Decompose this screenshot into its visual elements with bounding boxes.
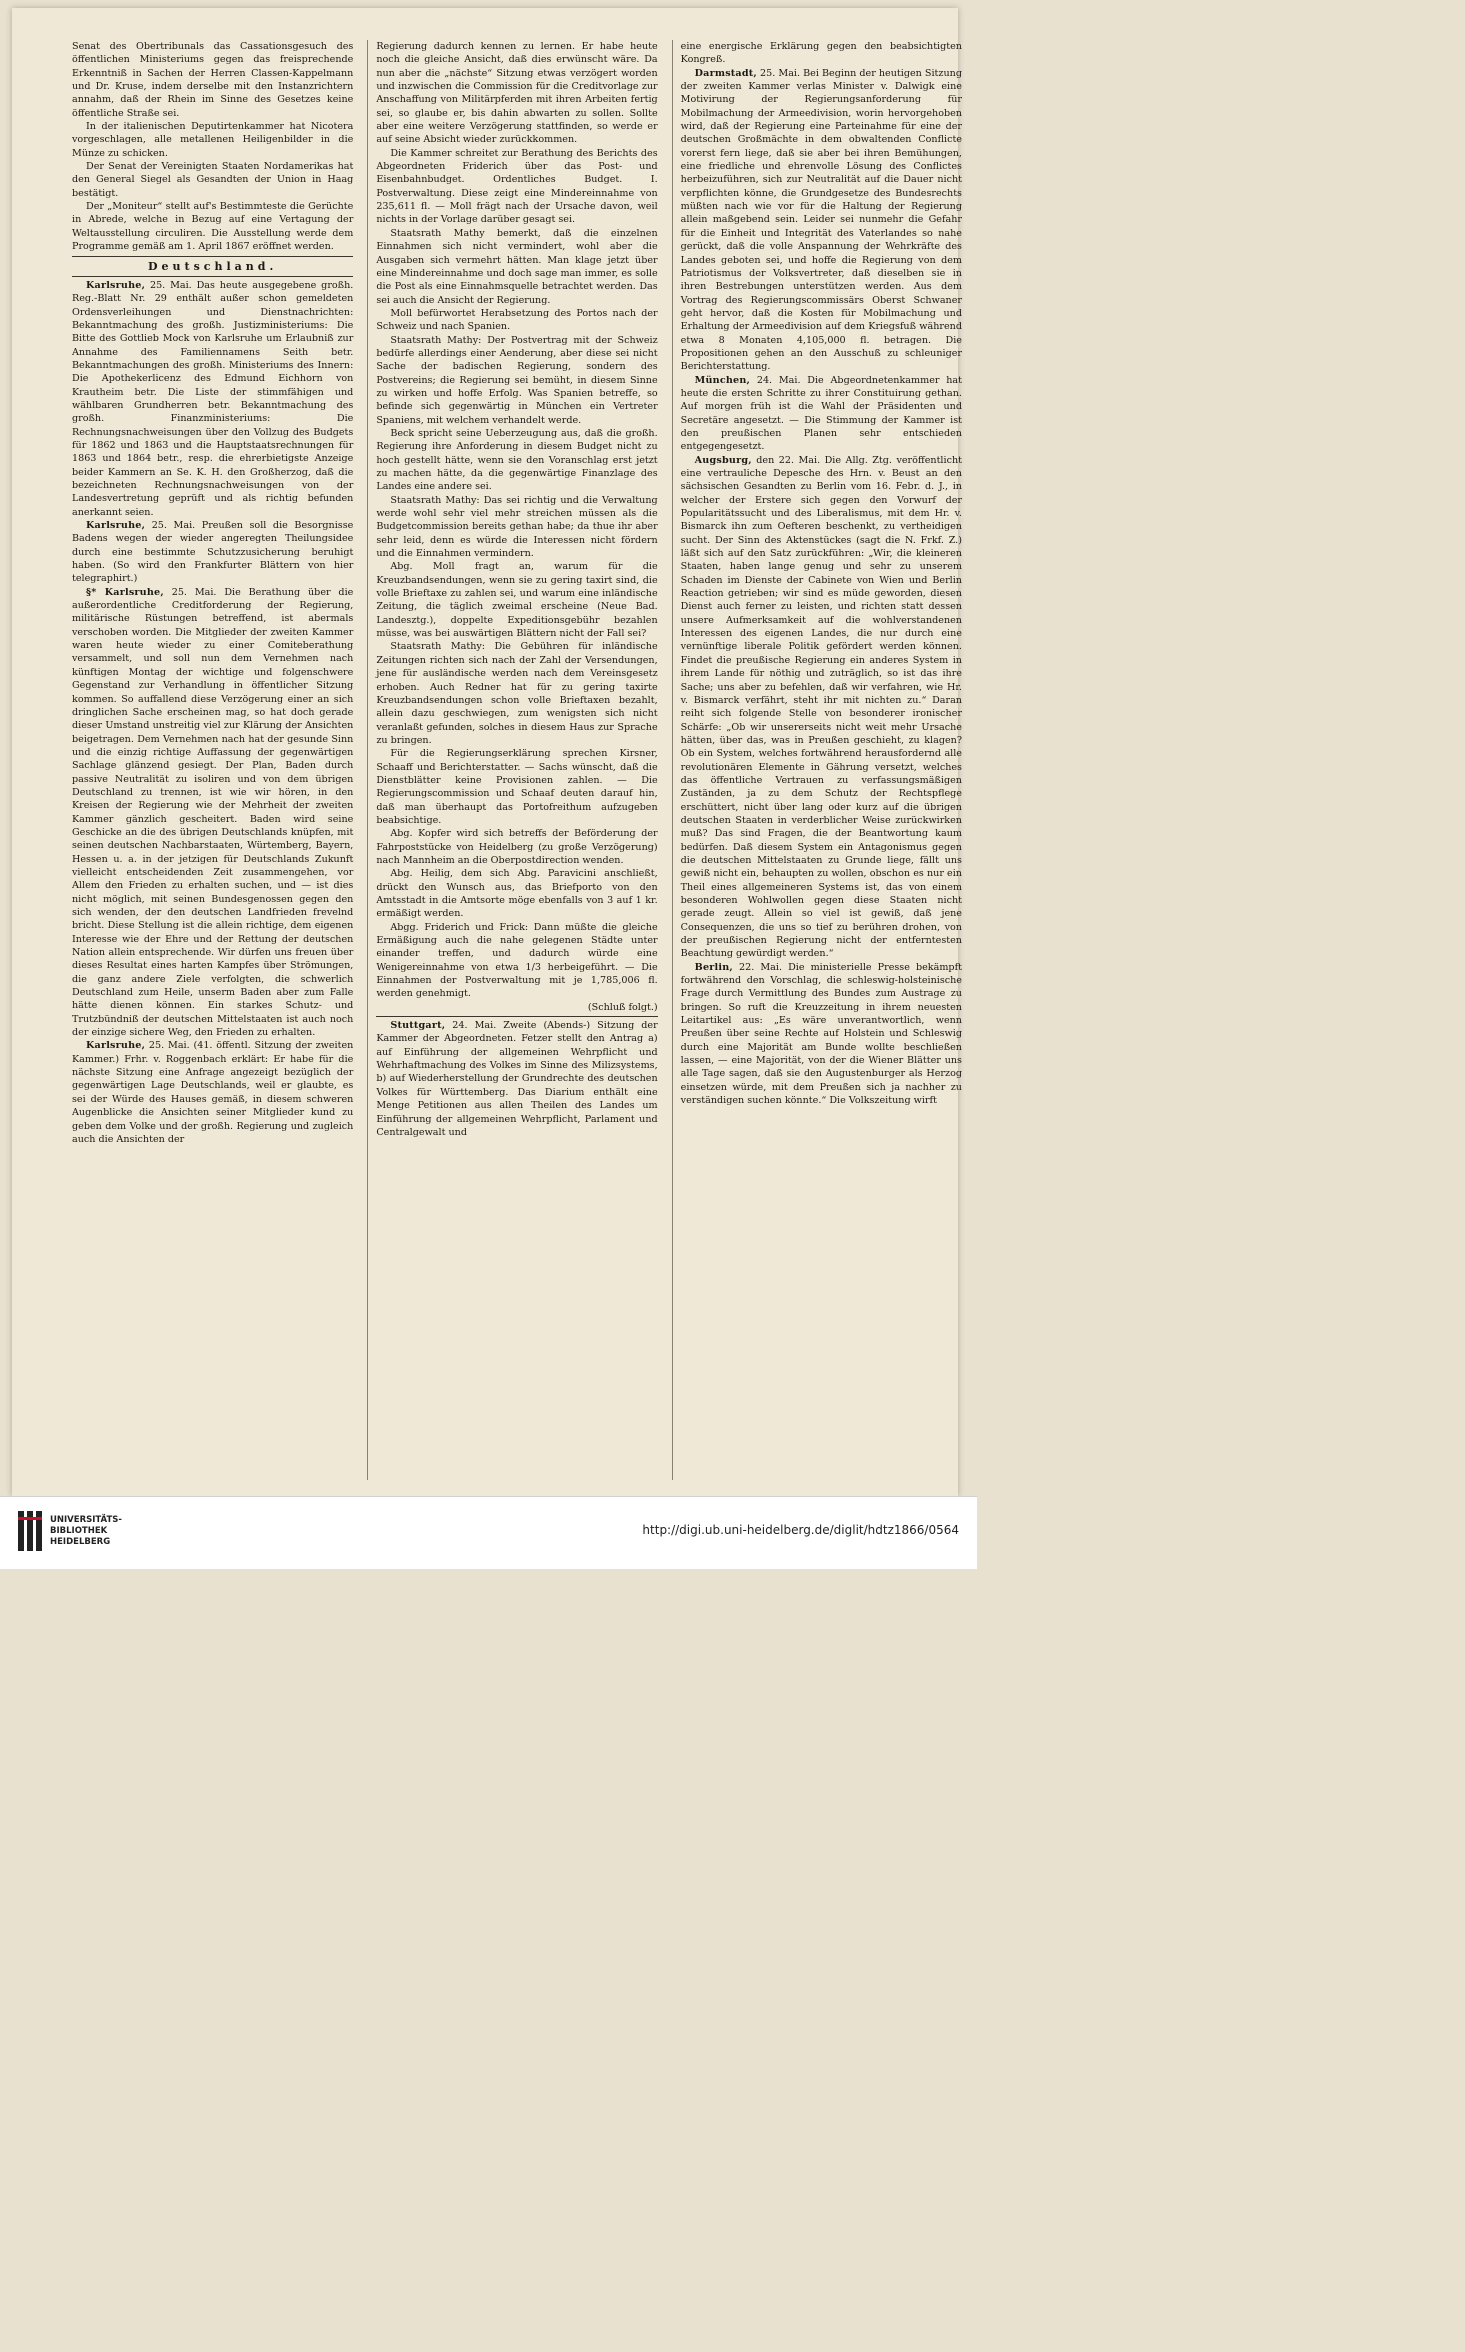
article-text: 24. Mai. Die Abgeordnetenkammer hat heute die ersten Schritte zu ihrer Constituirung gethan. Auf morgen früh ist die Wahl der Präsidenten und Secretäre angesetzt. — Die Stimmung der Kammer ist den preußischen Planen sehr entschieden entgegengesetzt. <box>680 374 962 453</box>
article <box>72 519 353 586</box>
paragraph: Moll befürwortet Herabsetzung des Portos nach der Schweiz und nach Spanien. <box>376 307 658 333</box>
column-3 <box>672 40 966 1480</box>
article <box>681 961 962 1108</box>
article-text: 25. Mai. Bei Beginn der heutigen Sitzung der zweiten Kammer verlas Minister v. Dalwigk eine Motivirung der Regierungsanforderung für Mobilmachung der Armeedivision, worin hervorgehoben wird, daß der Regierung eine Parteinahme für eine der deutschen Großmächte in dem obwaltenden Conflicte vorerst fern liege, daß sie aber bei ihren Bemühungen, eine friedliche und ehrenvolle Lösung des Conflictes herbeizuführen, sich zur Neutralität auf die Dauer nicht verpflichten könne, die Grundgesetze des Bundesrechts müßten nach wie vor für die Haltung der Regierung allein maßgebend sein. Leider sei nunmehr die Gefahr für die Einheit und Integrität des Vaterlandes so nahe gerückt, daß die volle Anspannung der Wehrkräfte des Landes geboten sei, und hoffe die Regierung von dem Patriotismus der Volksvertreter, daß dieselben sie in ihren Bestrebungen unterstützen werden. Aus dem Vortrag des Regierungscommissärs Oberst Schwaner geht hervor, daß die Kosten für Mobilmachung und Erhaltung der Armeedivision auf dem Kriegsfuß während etwa 8 Monaten 4,105,000 fl. betragen. Die Propositionen gehen an den Ausschuß zu schleuniger Berichterstattung. <box>680 67 962 373</box>
dateline-place: Darmstadt, <box>694 67 757 79</box>
section-heading: Deutschland. <box>147 259 278 273</box>
library-name-line: UNIVERSITÄTS- <box>50 1515 122 1525</box>
dateline-place: Stuttgart, <box>390 1020 446 1032</box>
article-text: 24. Mai. Zweite (Abends-) Sitzung der Kammer der Abgeordneten. Fetzer stellt den Antrag a) auf Einführung der allgemeinen Wehrpflicht und Wehrhaftmachung des Volkes im Sinne des Milizsystems, b) auf Wiederherstellung der Grundrechte des deutschen Volkes für Württemberg. Das Diarium enthält eine Menge Petitionen aus allen Theilen des Landes um Einführung der allgemeinen Wehrpflicht, Parlament und Centralgewalt und <box>376 1020 658 1138</box>
dateline-place: Augsburg, <box>694 454 752 466</box>
dateline-place: Karlsruhe, <box>86 1040 146 1052</box>
dateline-place: München, <box>694 374 751 386</box>
article-text: 25. Mai. Das heute ausgegebene großh. Reg.-Blatt Nr. 29 enthält außer schon gemeldeten Ordensverleihungen und Dienstnachrichten: Bekanntmachung des großh. Justizministeriums: Die Bitte des Gottlieb Mock von Karlsruhe um Erlaubniß zur Annahme des Familiennamens Seith betr. Bekanntmachungen des großh. Ministeriums des Innern: Die Apothekerlicenz des Edmund Eichhorn von Krautheim betr. Die Liste der stimmfähigen und wählbaren Grundherren betr. Bekanntmachung des großh. Finanzministeriums: Die Rechnungsnachweisungen über den Vollzug des Budgets für 1862 und 1863 und die Hauptstaatsrechnungen für 1863 und 1864 betr., resp. die ehrerbietigste Anzeige beider Kammern an Se. K. H. den Großherzog, daß die bezeichneten Rechnungsnachweisungen von der Landesvertretung geprüft und als richtig befunden anerkannt seien. <box>72 279 354 518</box>
article-text: 22. Mai. Die ministerielle Presse bekämpft fortwährend den Vorschlag, die schleswig-holsteinische Frage durch Vermittlung des Bundes zum Austrage zu bringen. So ruft die Kreuzzeitung in ihrem neuesten Leitartikel aus: „Es wäre unverantwortlich, wenn Preußen über seine Rechte auf Holstein und Schleswig durch eine Majorität am Bunde wollte beschließen lassen, — eine Majorität, von der die Wiener Blätter uns alle Tage sagen, daß sie den Augustenburger als Herzog einsetzen würde, mit dem Preußen sich ja nachher zu verständigen suchen könnte.“ Die Volkszeitung wirft <box>680 961 962 1107</box>
section-rule <box>72 256 353 257</box>
paragraph: Senat des Obertribunals das Cassationsgesuch des öffentlichen Ministeriums gegen das freisprechende Erkenntniß in Sachen der Herren Classen-Kappelmann und Dr. Kruse, indem derselbe mit den Instanzrichtern annahm, daß der Rhein im Sinne des Gesetzes keine öffentliche Straße sei. <box>72 41 354 119</box>
paragraph: Für die Regierungserklärung sprechen Kirsner, Schaaff und Berichterstatter. — Sachs wünscht, daß die Dienstblätter keine Provisionen zahlen. — Die Regierungscommission und Schaaf deuten darauf hin, daß man überhaupt das Portofreithum aufzugeben beabsichtige. <box>376 748 658 826</box>
paragraph: Abg. Heilig, dem sich Abg. Paravicini anschließt, drückt den Wunsch aus, das Briefporto von den Amtsstadt in die Amtsorte möge ebenfalls von 3 auf 1 kr. ermäßigt werden. <box>376 868 658 920</box>
article-text: 25. Mai. Preußen soll die Besorgnisse Badens wegen der wieder angeregten Theilungsidee durch eine bestimmte Schutzzusicherung beruhigt haben. (So wird den Frankfurter Blättern von hier telegraphirt.) <box>72 520 354 585</box>
article <box>72 586 353 1040</box>
continued-note: (Schluß folgt.) <box>587 1001 658 1013</box>
paragraph: Staatsrath Mathy: Die Gebühren für inländische Zeitungen richten sich nach der Zahl der Versendungen, jene für ausländische werden nach dem Vereinsgesetz erhoben. Auch Redner hat für zu gering taxirte Kreuzbandsendungen schon volle Brieftaxen bezahlt, allein dazu geschwiegen, zum wenigsten sich nicht veranlaßt gefunden, solches in diesem Haus zur Sprache zu bringen. <box>376 641 658 746</box>
dateline-place: Berlin, <box>694 961 733 973</box>
article <box>681 374 962 454</box>
article <box>72 1039 353 1146</box>
paragraph: Abg. Kopfer wird sich betreffs der Beförderung der Fahrpoststücke von Heidelberg (zu große Verzögerung) nach Mannheim an die Oberpostdirection wenden. <box>376 828 658 866</box>
article-text: den 22. Mai. Die Allg. Ztg. veröffentlicht eine vertrauliche Depesche des Hrn. v. Beust an den sächsischen Gesandten zu Berlin vom 16. Febr. d. J., in welcher der Erstere sich gegen den Vorwurf der Popularitätssucht und des Liberalismus, mit dem Hr. v. Bismarck ihn zum Oefteren beschenkt, zu vertheidigen sucht. Der Sinn des Aktenstückes (sagt die N. Frkf. Z.) läßt sich auf den Satz zurückführen: „Wir, die kleineren Staaten, haben lange genug und sehr zu unserem Schaden im Dienste der Cabinete von Wien und Berlin Reaction getrieben; wir sind es müde geworden, diesen Dienst auch ferner zu leisten, und richten statt dessen unsere Aufmerksamkeit auf die wohlverstandenen Interessen des eigenen Landes, die nur durch eine vernünftige liberale Politik gefördert werden können. Findet die preußische Regierung ein anderes System in ihrem Lande für nöthig und zuträglich, so ist das ihre Sache; uns aber zu befehlen, daß wir verfahren, wie Hr. v. Bismarck verfährt, steht ihr mit nichten zu.“ Daran reiht sich folgende Stelle von besonderer ironischer Schärfe: „Ob wir unsererseits nicht weit mehr Ursache hätten, über das, was in Preußen geschieht, zu klagen? Ob ein System, welches fortwährend herausfordernd alle revolutionären Elemente in Gährung versetzt, welches das öffentliche Vertrauen zu verfassungsmäßigen Zuständen, ja zu dem Schutz der Rechtspflege erschüttert, nicht über lang oder kurz auf die übrigen deutschen Staaten in verderblicher Weise zurückwirken muß? Das sind Fragen, die der Beantwortung kaum bedürfen. Daß diesem System ein Antagonismus gegen die deutschen Mittelstaaten zu Grunde liege, fällt uns gewiß nicht ein, behaupten zu wollen, obschon es nur ein Theil eines allgemeineren Systems ist, das von einem besonderen Wohlwollen gegen diese Staaten nicht gerade zeugt. Allein so viel ist gewiß, daß jene Consequenzen, die uns so tief zu berühren drohen, von der preußischen Regierung nicht der entferntesten Beachtung gewürdigt werden.“ <box>680 454 962 960</box>
dateline-place: Karlsruhe, <box>86 279 146 291</box>
library-name-line: BIBLIOTHEK <box>50 1526 108 1536</box>
article-text: 25. Mai. Die Berathung über die außerordentliche Creditforderung der Regierung, militärische Rüstungen betreffend, ist abermals verschoben worden. Die Mitglieder der zweiten Kammer waren heute wieder zu einer Comiteberathung versammelt, und soll nun dem Vernehmen nach künftigen Montag der wichtige und folgenschwere Gegenstand zur Verhandlung in öffentlicher Sitzung kommen. So auffallend diese Verzögerung einer an sich dringlichen Sache erscheinen mag, so hat doch gerade dieser Umstand unstreitig viel zur Klärung der Ansichten beigetragen. Dem Vernehmen nach hat der gesunde Sinn und die einzig richtige Auffassung der gegenwärtigen Sachlage glänzend gesiegt. Der Plan, Baden durch passive Neutralität zu isoliren und von dem übrigen Deutschland zu trennen, ist wie wir hören, in den Kreisen der Regierung wie der Mehrheit der zweiten Kammer gänzlich gescheitert. Baden wird seine Geschicke an die des übrigen Deutschlands knüpfen, mit seinen deutschen Nachbarstaaten, Würtemberg, Bayern, Hessen u. a. in der jetzigen für Deutschlands Zukunft vielleicht entscheidenden Zeit zusammengehen, vor Allem den Frieden zu erhalten suchen, und — ist dies nicht möglich, mit seinen Bundesgenossen gegen den sich wenden, der den deutschen Landfrieden frevelnd bricht. Diese Stellung ist die allein richtige, dem eigenen Interesse wie der Ehre und der Rettung der deutschen Nation allein entsprechende. Wir dürfen uns freuen über dieses Resultat eines harten Kampfes über Strömungen, die ganz andere Ziele verfolgten, die schwerlich Deutschland zum Heile, unserm Baden aber zum Falle hätte dienen können. Ein starkes Schutz- und Trutzbündniß der deutschen Mittelstaaten ist auch noch der einzige sichere Weg, den Frieden zu erhalten. <box>72 586 354 1039</box>
column-1 <box>68 40 357 1480</box>
heidelberg-university-library-logo-icon <box>18 1511 42 1551</box>
paragraph: Staatsrath Mathy bemerkt, daß die einzelnen Einnahmen sich nicht vermindert, wohl aber die Ausgaben sich vermehrt hätten. Man klage jetzt über eine Mindereinnahme und doch sage man immer, es solle die Post als eine Einnahmsquelle betrachtet werden. Das sei auch die Ansicht der Regierung. <box>376 227 658 306</box>
paragraph: Beck spricht seine Ueberzeugung aus, daß die großh. Regierung ihre Anforderung in diesem Budget nicht zu hoch gestellt hätte, wenn sie den Voranschlag erst jetzt zu machen hätte, da die gegenwärtige Finanzlage des Landes eine andere sei. <box>376 427 658 493</box>
article <box>681 454 962 961</box>
article-text: 25. Mai. (41. öffentl. Sitzung der zweiten Kammer.) Frhr. v. Roggenbach erklärt: Er habe für die nächste Sitzung eine Anfrage angezeigt bezüglich der gegenwärtigen Lage Deutschlands, weil er glaubte, es sei der Würde des Hauses gemäß, in diesem schweren Augenblicke die Ansichten seiner Mitglieder kund zu geben dem Volke und der großh. Regierung und zugleich auch die Ansichten der <box>72 1040 354 1145</box>
column-2 <box>367 40 661 1480</box>
dateline-place: Karlsruhe, <box>86 520 146 532</box>
dateline-place: §* Karlsruhe, <box>86 586 164 598</box>
paragraph: Staatsrath Mathy: Das sei richtig und die Verwaltung werde wohl sehr viel mehr streichen müssen als die Budgetcommission bereits gethan habe; da thue ihr aber sehr leid, denn es würde die Interessen nicht fördern und die Einnahmen vermindern. <box>376 494 658 560</box>
paragraph: In der italienischen Deputirtenkammer hat Nicotera vorgeschlagen, alle metallenen Heiligenbilder in die Münze zu schicken. <box>72 121 354 159</box>
paragraph: Staatsrath Mathy: Der Postvertrag mit der Schweiz bedürfe allerdings einer Aenderung, aber diese sei nicht Sache der badischen Regierung, sondern des Postvereins; die Regierung sei bemüht, in diesem Sinne zu wirken und hoffe Erfolg. Was Spanien betreffe, so befinde sich gegenwärtig in München ein Vertreter Spaniens, mit welchem verhandelt werde. <box>376 334 658 426</box>
permalink-url[interactable]: http://digi.ub.uni-heidelberg.de/diglit/hdtz1866/0564 <box>642 1523 959 1537</box>
paragraph: Der „Moniteur“ stellt auf's Bestimmteste die Gerüchte in Abrede, welche in Bezug auf eine Vertagung der Weltausstellung circuliren. Die Ausstellung werde dem Programme gemäß am 1. April 1867 eröffnet werden. <box>72 201 354 253</box>
article <box>376 1019 657 1139</box>
article <box>681 67 962 374</box>
library-name-line: HEIDELBERG <box>50 1537 111 1547</box>
paragraph: Abgg. Friderich und Frick: Dann müßte die gleiche Ermäßigung auch die nahe gelegenen Städte unter einander treffen, und dadurch würde eine Wenigereinnahme von etwa 1/3 herbeigeführt. — Die Einnahmen der Postverwaltung mit je 1,785,006 fl. werden genehmigt. <box>376 921 658 1000</box>
paragraph: Abg. Moll fragt an, warum für die Kreuzbandsendungen, wenn sie zu gering taxirt sind, die volle Brieftaxe zu zahlen sei, und warum eine inländische Zeitung, die täglich zweimal erscheine (Neue Bad. Landesztg.), doppelte Expeditionsgebühr bezahlen müsse, was bei auswärtigen Blättern nicht der Fall sei? <box>376 561 658 640</box>
paragraph: Der Senat der Vereinigten Staaten Nordamerikas hat den General Siegel als Gesandten der Union in Haag bestätigt. <box>72 161 354 199</box>
newspaper-page <box>12 8 962 1496</box>
digitization-footer <box>0 1496 977 1569</box>
paragraph: Regierung dadurch kennen zu lernen. Er habe heute noch die gleiche Ansicht, daß dies erwünscht wäre. Da nun aber die „nächste“ Sitzung etwas verzögert worden und inzwischen die Commission für die Creditvorlage zur Anschaffung von Militärpferden mit ihren Arbeiten fertig sei, so glaube er, bis dahin abwarten zu sollen. Sollte aber eine weitere Verzögerung stattfinden, so werde er auf seine Absicht wieder zurückkommen. <box>376 41 658 146</box>
article-rule <box>376 1016 657 1017</box>
paragraph: Die Kammer schreitet zur Berathung des Berichts des Abgeordneten Friderich über das Post- und Eisenbahnbudget. Ordentliches Budget. I. Postverwaltung. Diese zeigt eine Mindereinnahme von 235,611 fl. — Moll frägt nach der Ursache davon, weil nichts in der Vorlage darüber gesagt sei. <box>376 147 658 226</box>
section-rule <box>72 276 353 277</box>
text-columns <box>68 40 966 1480</box>
paragraph: eine energische Erklärung gegen den beabsichtigten Kongreß. <box>680 41 962 66</box>
article <box>72 279 353 519</box>
library-name <box>50 1515 122 1548</box>
